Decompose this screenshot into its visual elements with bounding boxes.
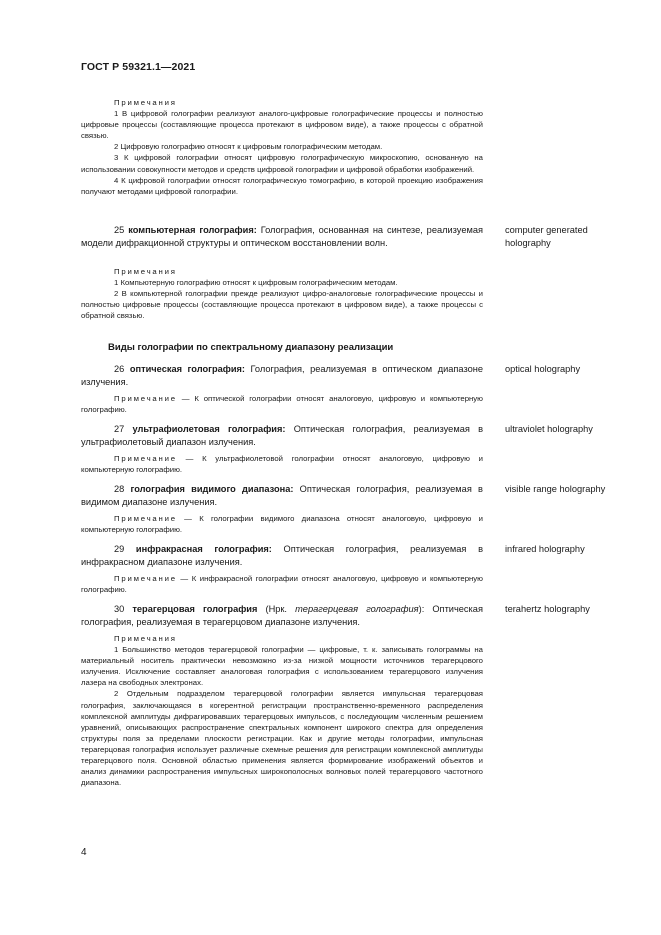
term-26-english: optical holography	[505, 364, 581, 374]
notes-block-term-30	[81, 633, 483, 788]
term-number: 26	[114, 364, 125, 374]
term-26	[81, 363, 483, 388]
note-text: — К голографии видимого диапазона относят аналоговую, цифровую и компьютерную голографию.	[81, 514, 483, 535]
synonym-prefix: (Нрк.	[265, 604, 288, 614]
term-definition: Оптическая голография, реализуемая в ультрафиолетовый диапазон излучения.	[81, 424, 483, 447]
term-definition: Голография, реализуемая в оптическом диапазоне излучения.	[81, 364, 483, 387]
note-text: — К оптической голографии относят аналоговую, цифровую и компьютерную голографию.	[81, 394, 483, 415]
note-3: 3 К цифровой голографии относят цифровую голографическую микроскопию, основанную на использовании совокупности методов и средств цифровой голографии и цифровой обработки изображений.	[81, 153, 483, 174]
section-title: Виды голографии по спектральному диапазону реализации	[108, 342, 394, 353]
term-28	[81, 483, 483, 508]
note-label: Примечание	[114, 394, 177, 403]
term-definition: Оптическая голография, реализуемая в видимом диапазоне излучения.	[81, 484, 483, 507]
notes-title: Примечания	[114, 98, 177, 107]
term-name: ультрафиолетовая голография:	[132, 424, 286, 434]
term-number: 30	[114, 604, 125, 614]
note-1: 1 В цифровой голографии реализуют аналого-цифровые голографические процессы и полностью цифровые процессы (составляющие процесса протекают в цифровом виде), а также процессы с обратной связью.	[81, 109, 483, 141]
note-term-28	[81, 513, 483, 535]
notes-title: Примечания	[114, 634, 177, 643]
term-29-english: infrared holography	[505, 544, 585, 554]
term-30-english: terahertz holography	[505, 604, 590, 614]
note-term-29	[81, 573, 483, 595]
notes-block-term-25	[81, 266, 483, 321]
term-name: инфракрасная голография:	[135, 544, 272, 554]
term-name: оптическая голография:	[129, 364, 245, 374]
term-28-english: visible range holography	[505, 484, 606, 494]
term-definition: Голография, основанная на синтезе, реализуемая модели дифракционной структуры и оптическом восстановлении волн.	[81, 225, 483, 248]
note-text: — К ультрафиолетовой голографии относят аналоговую, цифровую и компьютерную голографию.	[81, 454, 484, 475]
term-27-english: ultraviolet holography	[505, 424, 593, 434]
term-number: 28	[114, 484, 125, 494]
note-text: — К инфракрасной голографии относят аналоговую, цифровую и компьютерную голографию.	[81, 574, 483, 595]
notes-title: Примечания	[114, 267, 177, 276]
note-1: 1 Большинство методов терагерцовой голографии — цифровые, т. к. записывать голограммы на материальный носитель практически невозможно из-за низкой мощности источников терагерцового излучения. Исключение составляет аналоговая голография с использованием терагерцового излучения лазера на свободных электронах.	[81, 645, 483, 688]
term-25	[81, 224, 483, 249]
note-label: Примечание	[114, 454, 177, 463]
note-term-26	[81, 393, 483, 415]
note-term-27	[81, 453, 483, 475]
term-30	[81, 603, 483, 628]
note-2: 2 В компьютерной голографии прежде реализуют цифро-аналоговые голографические процессы и полностью цифровые процессы (составляющие процесса протекают в цифровом виде), а также процессы с обратной связью.	[81, 289, 483, 321]
term-27	[81, 423, 483, 448]
note-2: 2 Отдельным подразделом терагерцовой голографии является импульсная терагерцовая голография, заключающаяся в когерентной регистрации пространственно-временного распределения комплексной амплитуды дифрагировавших терагерцовых импульсов, с последующим численным решением уравнений, описывающих распространение спектральных компонент широкого спектра для определения структуры поля за пределами плоскости регистрации. Как и другие методы голографии, импульсная терагерцовая голография использует различные схемные решения для регистрации комплексной амплитуды терагерцового поля. Основной областью применения является формирование изображений объектов и анализ динамики распространения импульсных широкополосных волновых полей терагерцового частотного диапазона.	[81, 689, 483, 788]
note-label: Примечание	[114, 514, 177, 523]
term-synonym: терагерцевая голография	[295, 604, 419, 614]
term-number: 27	[114, 424, 125, 434]
term-name: компьютерная голография:	[128, 225, 257, 235]
term-name: голография видимого диапазона:	[130, 484, 294, 494]
term-number: 25	[114, 225, 125, 235]
term-number: 29	[114, 544, 125, 554]
note-4: 4 К цифровой голографии относят голографическую томографию, в которой проекцию изображения получают методами цифровой голографии.	[81, 175, 483, 196]
term-name: терагерцовая голография	[132, 604, 258, 614]
term-definition: Оптическая голография, реализуемая в терагерцовом диапазоне излучения.	[81, 604, 483, 627]
term-25-english: computer generated holography	[505, 225, 588, 248]
notes-block-digital-holography	[81, 97, 483, 197]
term-29	[81, 543, 483, 568]
note-2: 2 Цифровую голографию относят к цифровым голографическим методам.	[114, 142, 383, 152]
synonym-suffix: ):	[418, 604, 425, 614]
note-1: 1 Компьютерную голографию относят к цифровым голографическим методам.	[114, 278, 398, 288]
term-definition: Оптическая голография, реализуемая в инфракрасном диапазоне излучения.	[81, 544, 483, 567]
note-label: Примечание	[114, 574, 177, 583]
standard-header: ГОСТ Р 59321.1—2021	[81, 61, 196, 73]
page-number: 4	[81, 847, 87, 858]
